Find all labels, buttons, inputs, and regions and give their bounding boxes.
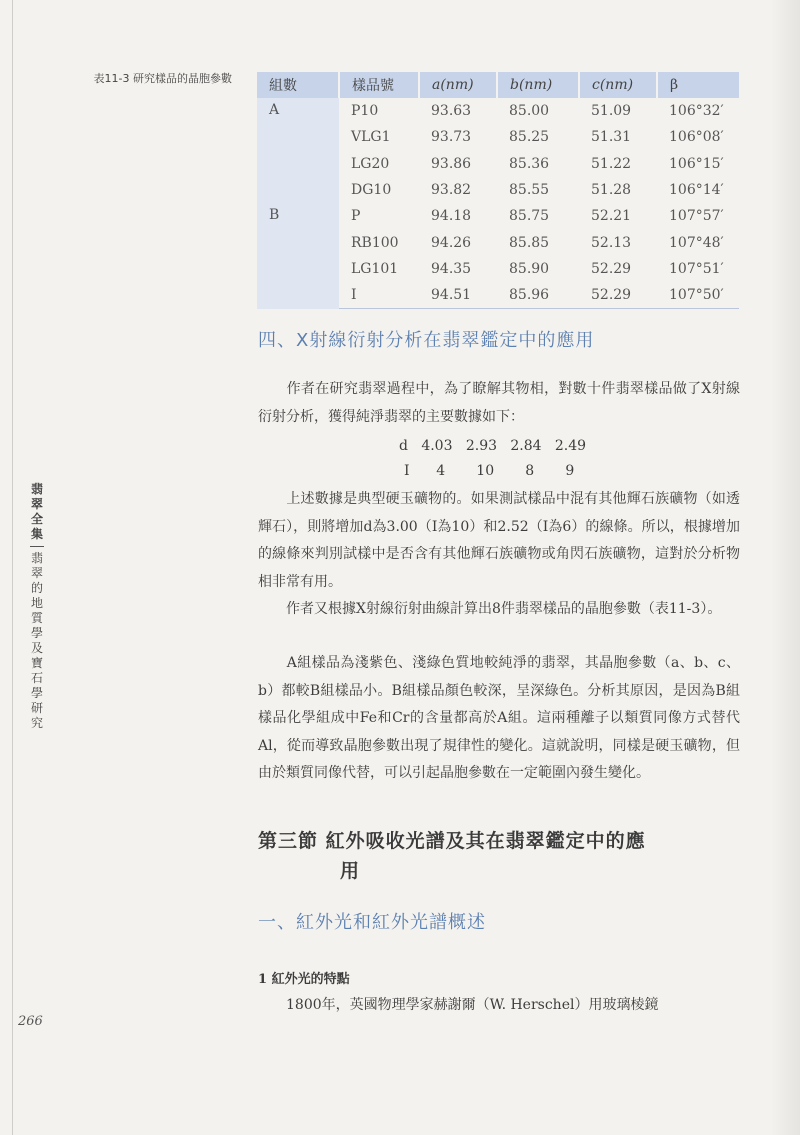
table-cell: 93.86 [431,155,472,172]
table-cell: 94.18 [431,208,472,225]
small-heading-ir-features: 1 紅外光的特點 [258,972,350,987]
table-cell: 94.51 [419,282,497,309]
table-cell: 85.36 [509,155,550,172]
table-cell: 93.82 [431,182,472,199]
table-header-cell: c(nm) [579,72,657,98]
table-cell: 85.00 [509,103,550,120]
table-cell: 107°57′ [669,208,724,225]
table-cell: VLG1 [351,129,391,146]
paragraph-table-ref: 作者又根據X射線衍射曲線計算出8件翡翠樣品的晶胞參數（表11-3）。 [258,601,722,617]
table-cell: 85.55 [509,182,550,199]
formula-d-values: d 4.03 2.93 2.84 2.49 [399,438,587,454]
table-cell: 85.90 [509,260,550,277]
table-row [257,203,739,229]
table-caption: 表11-3 研究樣品的晶胞參數 [93,72,232,85]
section-heading-xrd: 四、X射線衍射分析在翡翠鑑定中的應用 [258,330,595,351]
table-header-cell: b(nm) [497,72,579,98]
table-row [257,98,739,124]
table-cell: 107°48′ [669,234,724,251]
paragraph-analysis: 上述數據是典型硬玉礦物的。如果測試樣品中混有其他輝石族礦物（如透輝石），則將增加d為3.00（I為10）和2.52（I為6）的線條。所以，根據增加的線條來判別試樣中是否含有其他輝石族礦物或角閃石族礦物，這對於分析物相非常有用。 [258,491,740,590]
data-table [257,72,739,309]
chapter-heading: 第三節 紅外吸收光譜及其在翡翠鑑定中的應 用 [258,830,646,882]
paragraph-intro: 作者在研究翡翠過程中，為了瞭解其物相，對數十件翡翠樣品做了X射線衍射分析，獲得純淨翡翠的主要數據如下： [258,381,740,425]
sub-heading-infrared: 一、紅外光和紅外光譜概述 [258,912,486,933]
table-cell: 52.29 [579,282,657,309]
paragraph-herschel: 1800年，英國物理學家赫謝爾（W. Herschel）用玻璃棱鏡 [258,997,659,1013]
table-cell: 51.31 [591,129,632,146]
table-cell: 85.96 [497,282,579,309]
table-cell: P10 [351,103,379,120]
table-cell: 51.09 [591,103,632,120]
side-title-book: 翡 翠 全 集 [30,482,43,541]
table-cell: 106°15′ [669,155,724,172]
table-header-cell: 組數 [257,72,339,98]
side-title-divider [30,546,44,547]
table-cell: LG20 [351,155,390,172]
table-cell: 51.22 [591,155,632,172]
table-cell: 93.63 [431,103,472,120]
table-cell: 94.35 [431,260,472,277]
formula-i-values: I 4 10 8 9 [404,463,575,479]
table-cell: 106°08′ [669,129,724,146]
table-cell: 107°50′ [657,282,739,309]
table-cell: 85.85 [509,234,550,251]
page-number: 266 [18,1014,43,1029]
side-title-chapter: 翡 翠 的 地 質 學 及 寶 石 學 研 究 [30,551,43,730]
side-running-title [28,482,46,731]
binding-line [12,0,13,1135]
table-cell: DG10 [351,182,392,199]
page-edge-shadow [770,0,800,1135]
table-cell: 52.29 [591,260,632,277]
table-cell: 85.75 [509,208,550,225]
table-cell: 52.13 [591,234,632,251]
table-cell: LG101 [351,260,399,277]
table-cell: 107°51′ [669,260,724,277]
table-header-row [257,72,739,98]
table-cell: 94.26 [431,234,472,251]
table-body [257,98,739,309]
table-cell: I [339,282,419,309]
lattice-parameter-table [257,72,739,309]
table-cell: 51.28 [591,182,632,199]
table-cell: P [351,208,361,225]
paragraph-group-comparison: A組樣品為淺紫色、淺綠色質地較純淨的翡翠，其晶胞參數（a、b、c、b）都較B組樣品小。B組樣品顏色較深，呈深綠色。分析其原因，是因為B組樣品化學組成中Fe和Cr的含量都高於A組。這兩種離子以類質同像方式替代Al，從而導致晶胞參數出現了規律性的變化。這就說明，同樣是硬玉礦物，但由於類質同像代替，可以引起晶胞參數在一定範圍內發生變化。 [258,655,740,781]
table-cell: 106°32′ [669,103,724,120]
group-cell: B [257,203,339,309]
group-cell: A [257,98,339,203]
table-cell: 85.25 [509,129,550,146]
table-cell: 106°14′ [669,182,724,199]
table-cell: 93.73 [431,129,472,146]
table-cell: 52.21 [591,208,632,225]
table-header-cell: a(nm) [419,72,497,98]
table-cell: RB100 [351,234,399,251]
table-header-cell: β [657,72,739,98]
table-header-cell: 樣品號 [339,72,419,98]
